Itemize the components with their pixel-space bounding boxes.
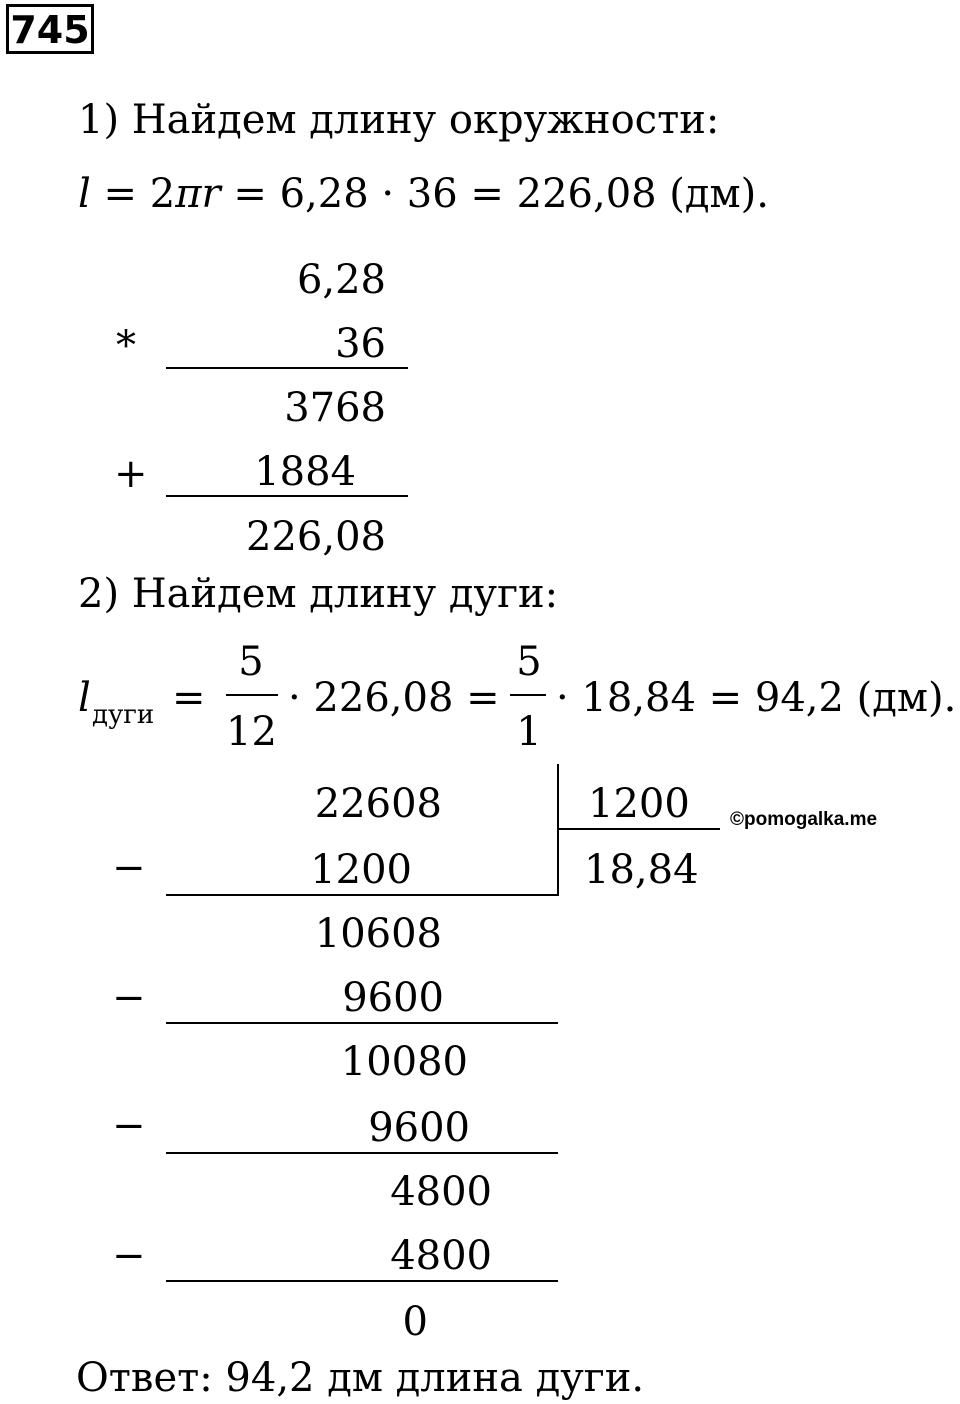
formula2-eq: = <box>172 675 206 721</box>
frac1-bar <box>226 694 278 696</box>
problem-number: 745 <box>6 4 94 54</box>
formula-rest: = 6,28 · 36 = 226,08 (дм). <box>233 171 769 217</box>
division-divisor: 1200 <box>588 781 690 827</box>
minus-sign: − <box>112 1233 146 1279</box>
subtrahend-2: 9600 <box>342 975 444 1021</box>
answer-text: Ответ: 94,2 дм длина дуги. <box>76 1355 645 1401</box>
mult-partial-2: 1884 <box>254 449 356 495</box>
watermark: ©pomogalka.me <box>730 809 878 830</box>
subtrahend-3: 9600 <box>368 1105 470 1151</box>
frac1-denominator: 12 <box>226 709 277 755</box>
mult-rule-1 <box>166 367 408 369</box>
remainder-1: 10608 <box>314 911 442 957</box>
mult-operator: * <box>116 323 136 369</box>
division-rule-3 <box>166 1152 558 1154</box>
division-dividend: 22608 <box>314 781 442 827</box>
division-rule-1 <box>166 894 558 896</box>
step1-heading: 1) Найдем длину окружности: <box>78 97 720 143</box>
remainder-3: 4800 <box>390 1169 492 1215</box>
subtrahend-4: 4800 <box>390 1233 492 1279</box>
pi-symbol: π <box>175 171 202 217</box>
mult-partial-1: 3768 <box>284 385 386 431</box>
division-vertical-bar <box>557 764 559 896</box>
formula-eq: = 2 <box>103 171 176 217</box>
radius-symbol: r <box>201 171 221 217</box>
mult-result: 226,08 <box>246 514 386 560</box>
minus-sign: − <box>112 845 146 891</box>
add-operator: + <box>114 451 148 497</box>
minus-sign: − <box>112 975 146 1021</box>
division-divisor-rule <box>558 828 720 830</box>
final-remainder: 0 <box>402 1299 428 1345</box>
minus-sign: − <box>112 1103 146 1149</box>
frac2-bar <box>510 694 546 696</box>
step1-formula <box>78 171 769 217</box>
remainder-2: 10080 <box>340 1039 468 1085</box>
division-quotient: 18,84 <box>584 847 699 893</box>
mult-multiplicand: 6,28 <box>296 257 386 303</box>
division-rule-4 <box>166 1280 558 1282</box>
mult-multiplier: 36 <box>335 321 386 367</box>
step2-heading: 2) Найдем длину дуги: <box>78 571 559 617</box>
frac2-denominator: 1 <box>516 709 542 755</box>
formula2-rest: · 18,84 = 94,2 (дм). <box>556 675 957 721</box>
subtrahend-1: 1200 <box>310 847 412 893</box>
frac1-numerator: 5 <box>238 639 264 685</box>
formula2-mid: · 226,08 = <box>288 675 500 721</box>
division-rule-2 <box>166 1022 558 1024</box>
arc-length-symbol: l <box>78 675 91 721</box>
frac2-numerator: 5 <box>516 639 542 685</box>
mult-rule-2 <box>166 495 408 497</box>
arc-subscript: дуги <box>92 700 155 730</box>
length-symbol: l <box>78 171 91 217</box>
